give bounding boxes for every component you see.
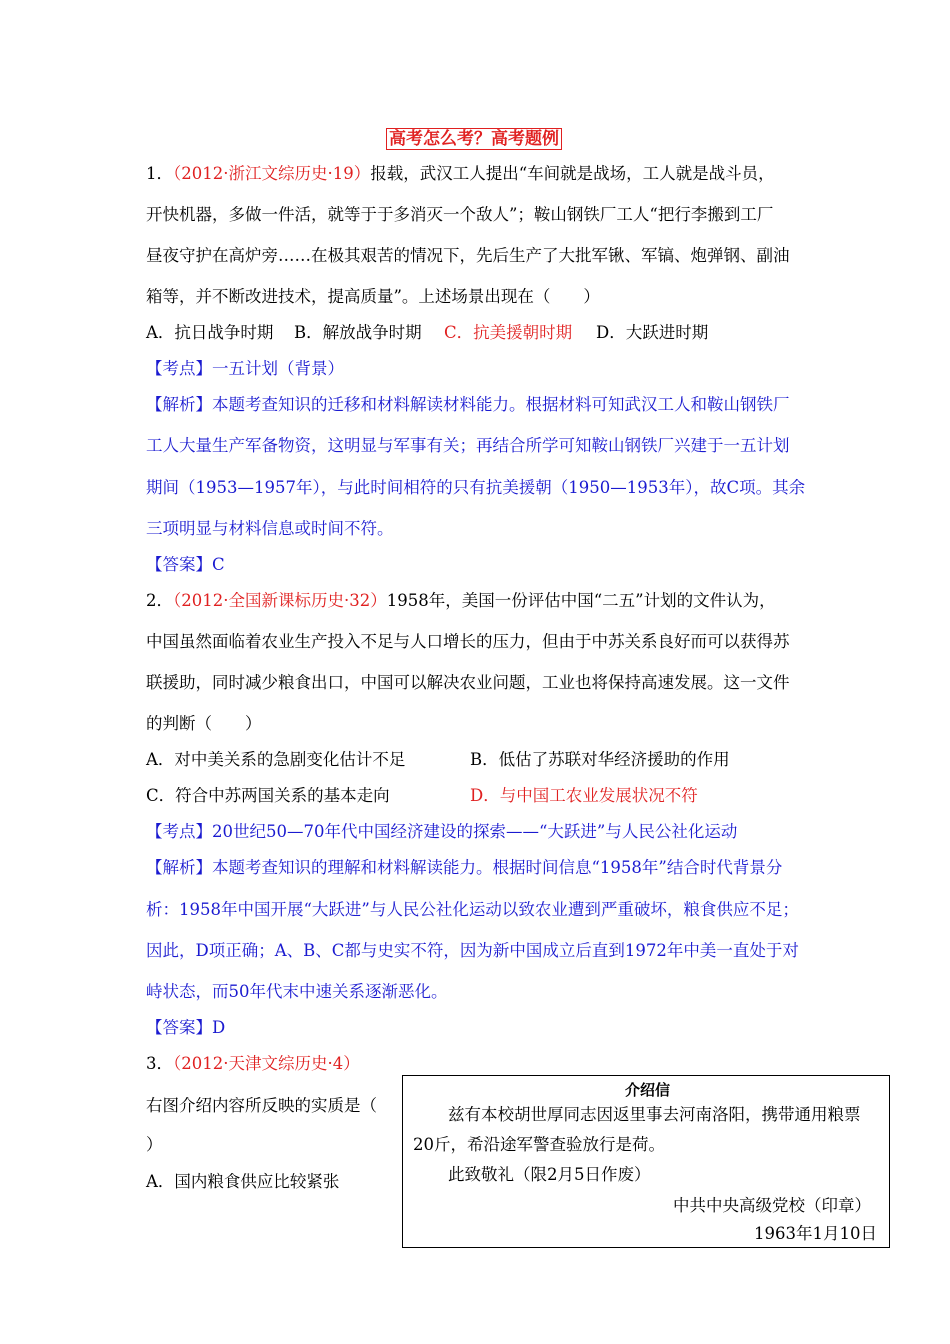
letter-line-1: 兹有本校胡世厚同志因返里事去河南洛阳，携带通用粮票 [448,1105,861,1124]
letter-line-3: 此致敬礼（限2月5日作废） [448,1165,651,1184]
q2-line-1 [146,590,776,612]
q2-analysis-3: 因此，D项正确；A、B、C都与史实不符，因为新中国成立后直到1972年中美一直处于对 [146,941,799,960]
q2-line-3: 联援助，同时减少粮食出口，中国可以解决农业问题，工业也将保持高速发展。这一文件 [146,673,790,692]
q2-analysis-2: 析：1958年中国开展“大跃进”与人民公社化运动以致农业遭到严重破坏，粮食供应不足； [146,900,799,919]
q2-text-1: 1958年，美国一份评估中国“二五”计划的文件认为， [386,591,776,610]
q3-stem-1: 右图介绍内容所反映的实质是（ [146,1096,377,1115]
q1-option-c: C．抗美援朝时期 [444,323,573,342]
q2-answer: 【答案】D [146,1018,226,1037]
q2-option-c: C．符合中苏两国关系的基本走向 [146,786,390,805]
letter-date: 1963年1月10日 [754,1224,877,1243]
q1-number: 1． [146,164,173,183]
q1-line-3: 昼夜守护在高炉旁……在极其艰苦的情况下，先后生产了大批军锹、军镐、炮弹钢、副油 [146,246,790,265]
q3-line-1 [146,1053,360,1075]
q2-analysis-4: 峙状态，而50年代末中速关系逐渐恶化。 [146,982,448,1001]
q1-analysis-2: 工人大量生产军备物资，这明显与军事有关；再结合所学可知鞍山钢铁厂兴建于一五计划 [146,436,790,455]
page-title [386,124,562,149]
q2-kaodian: 【考点】20世纪50—70年代中国经济建设的探索——“大跃进”与人民公社化运动 [146,822,738,841]
q1-line-4: 箱等，并不断改进技术，提高质量”。上述场景出现在（ ） [146,287,600,306]
q1-analysis-4: 三项明显与材料信息或时间不符。 [146,519,394,538]
q1-option-b: B．解放战争时期 [294,323,422,342]
q2-line-2: 中国虽然面临着农业生产投入不足与人口增长的压力，但由于中苏关系良好而可以获得苏 [146,632,790,651]
q2-option-d: D．与中国工农业发展状况不符 [470,786,698,805]
q2-analysis-1: 【解析】本题考查知识的理解和材料解读能力。根据时间信息“1958年”结合时代背景分 [146,858,783,877]
q1-option-d: D．大跃进时期 [596,323,709,342]
q1-text-1: 报载，武汉工人提出“车间就是战场，工人就是战斗员， [370,164,775,183]
q2-option-b: B．低估了苏联对华经济援助的作用 [470,750,730,769]
letter-heading: 介绍信 [625,1081,671,1099]
q1-analysis-1: 【解析】本题考查知识的迁移和材料解读材料能力。根据材料可知武汉工人和鞍山钢铁厂 [146,395,790,414]
introduction-letter [402,1075,890,1248]
q1-option-a: A．抗日战争时期 [146,323,274,342]
q2-source: （2012·全国新课标历史·32） [173,591,387,610]
page-title-text: 高考怎么考？高考题例 [386,128,562,150]
q1-line-2: 开快机器，多做一件活，就等于于多消灭一个敌人”；鞍山钢铁厂工人“把行李搬到工厂 [146,205,774,224]
q1-answer: 【答案】C [146,555,225,574]
q1-kaodian: 【考点】一五计划（背景） [146,359,344,378]
q3-option-a: A．国内粮食供应比较紧张 [146,1172,340,1191]
q1-source: （2012·浙江文综历史·19） [173,164,371,183]
q3-stem-2: ） [146,1135,163,1154]
letter-org: 中共中央高级党校（印章） [673,1196,871,1215]
q1-analysis-3: 期间（1953—1957年），与此时间相符的只有抗美援朝（1950—1953年），故C项。其余 [146,478,806,497]
q2-number: 2． [146,591,173,610]
letter-line-2: 20斤，希沿途军警查验放行是荷。 [413,1135,665,1154]
q3-number: 3． [146,1054,173,1073]
q1-line-1 [146,163,775,185]
q2-line-4: 的判断（ ） [146,714,262,733]
q3-source: （2012·天津文综历史·4） [173,1054,360,1073]
q2-option-a: A．对中美关系的急剧变化估计不足 [146,750,406,769]
